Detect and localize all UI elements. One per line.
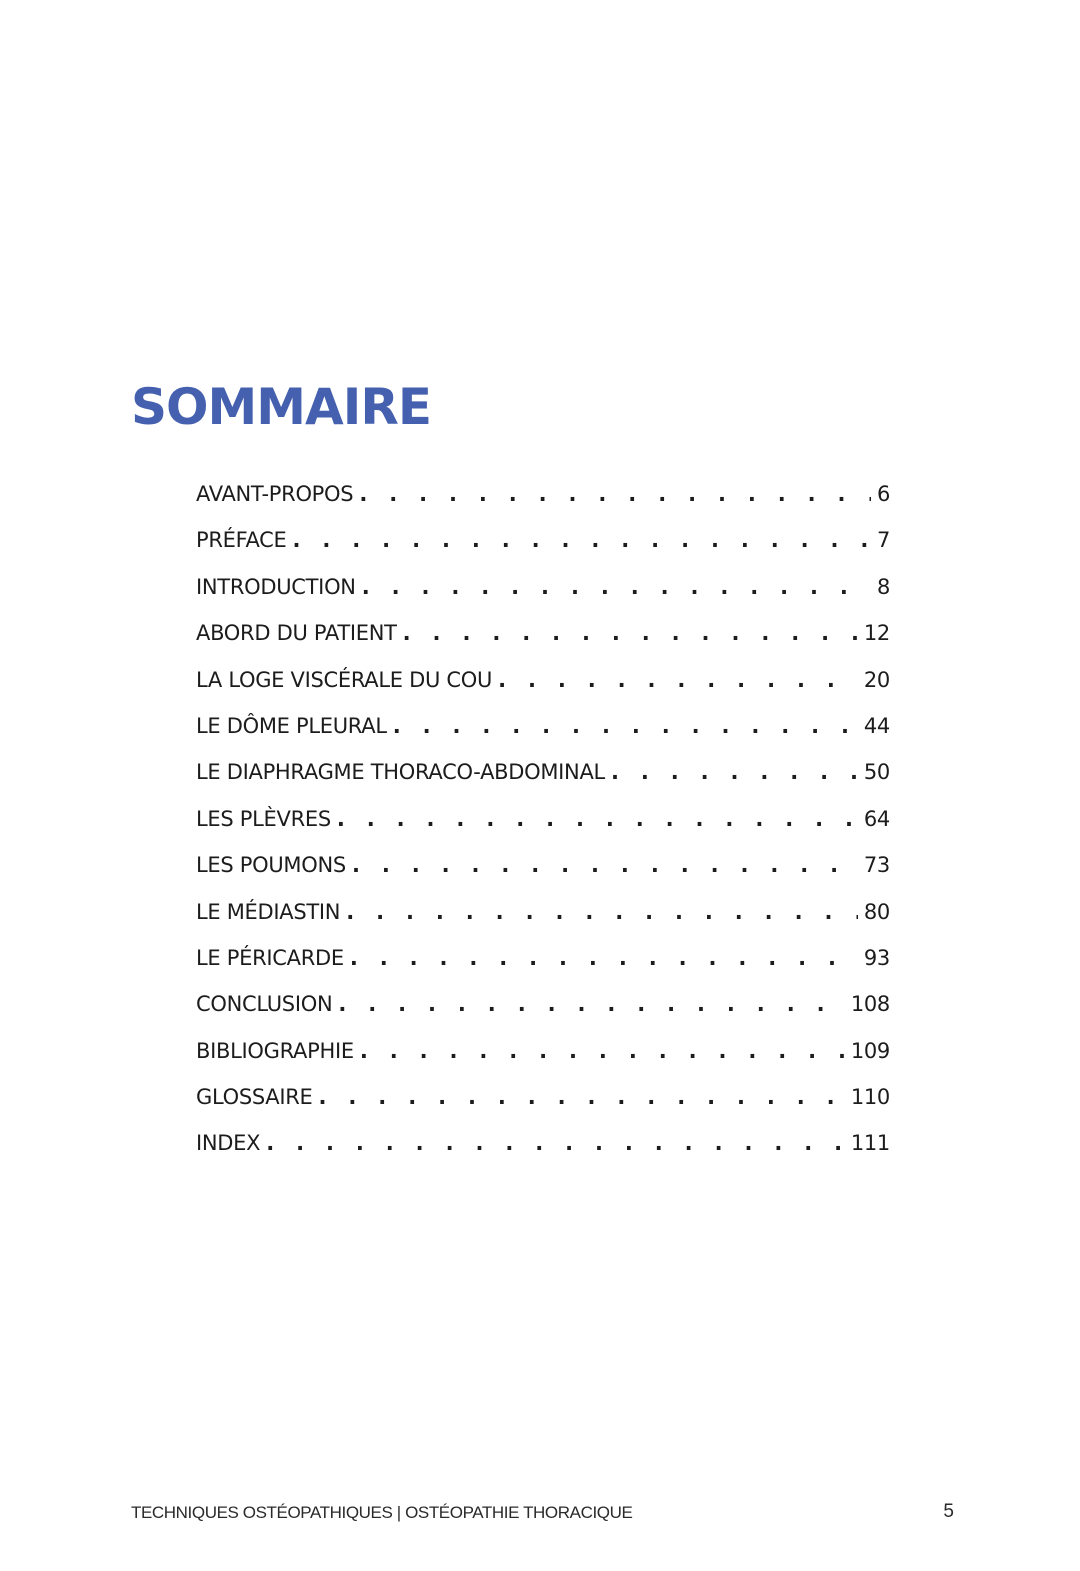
toc-entry-page: 93 [863,945,890,970]
toc-entry-index[interactable] [196,1131,890,1177]
toc-entry-label: AVANT-PROPOS [196,482,354,506]
toc-entry-poumons[interactable] [196,853,890,899]
toc-entry-label: LES PLÈVRES [196,806,331,831]
dot-leader [360,1039,845,1063]
toc-entry-mediastin[interactable] [196,900,890,946]
table-of-contents [196,482,890,1178]
toc-entry-loge-viscerale-du-cou[interactable] [196,668,890,714]
toc-entry-page: 73 [863,853,890,878]
toc-entry-label: INDEX [196,1131,261,1156]
dot-leader [350,946,858,970]
dot-leader [346,900,858,924]
toc-entry-label: GLOSSAIRE [196,1085,313,1110]
dot-leader [293,528,871,552]
toc-entry-glossaire[interactable] [196,1085,890,1131]
dot-leader [403,621,858,645]
dot-leader [362,575,871,599]
dot-leader [393,714,858,738]
toc-entry-page: 110 [850,1085,890,1110]
dot-leader [319,1085,845,1109]
toc-entry-label: LA LOGE VISCÉRALE DU COU [196,667,493,692]
toc-entry-page: 12 [863,621,890,646]
toc-entry-page: 7 [876,528,890,553]
toc-entry-label: LE PÉRICARDE [196,945,344,970]
toc-entry-page: 111 [850,1131,890,1156]
toc-entry-label: CONCLUSION [196,992,333,1017]
toc-entry-page: 64 [863,806,890,831]
toc-entry-label: BIBLIOGRAPHIE [196,1038,354,1063]
toc-entry-page: 80 [863,899,890,924]
dot-leader [359,482,871,506]
toc-entry-label: LE DIAPHRAGME THORACO-ABDOMINAL [196,760,605,785]
toc-entry-pericarde[interactable] [196,946,890,992]
toc-entry-page: 44 [863,713,890,738]
toc-entry-label: ABORD DU PATIENT [196,621,397,646]
dot-leader [266,1131,845,1155]
dot-leader [611,760,858,784]
toc-entry-preface[interactable] [196,528,890,574]
toc-entry-label: PRÉFACE [196,528,287,553]
toc-entry-avant-propos[interactable] [196,482,890,528]
toc-entry-plevres[interactable] [196,807,890,853]
toc-entry-page: 109 [850,1038,890,1063]
dot-leader [337,807,858,831]
toc-entry-label: INTRODUCTION [196,574,356,599]
toc-entry-page: 8 [876,574,890,599]
toc-entry-page: 50 [863,760,890,785]
toc-entry-label: LE MÉDIASTIN [196,899,341,924]
toc-entry-conclusion[interactable] [196,992,890,1038]
toc-entry-dome-pleural[interactable] [196,714,890,760]
toc-entry-page: 108 [850,992,890,1017]
toc-entry-bibliographie[interactable] [196,1039,890,1085]
toc-entry-introduction[interactable] [196,575,890,621]
running-footer: TECHNIQUES OSTÉOPATHIQUES | OSTÉOPATHIE THORACIQUE [131,1503,633,1522]
page-title: SOMMAIRE [131,378,431,436]
toc-entry-diaphragme[interactable] [196,760,890,806]
page-number: 5 [943,1501,954,1522]
toc-entry-label: LES POUMONS [196,853,346,878]
toc-entry-page: 6 [876,482,890,506]
dot-leader [498,668,858,692]
toc-entry-page: 20 [863,667,890,692]
dot-leader [352,853,858,877]
toc-entry-label: LE DÔME PLEURAL [196,713,387,738]
dot-leader [338,992,844,1016]
toc-entry-abord-du-patient[interactable] [196,621,890,667]
